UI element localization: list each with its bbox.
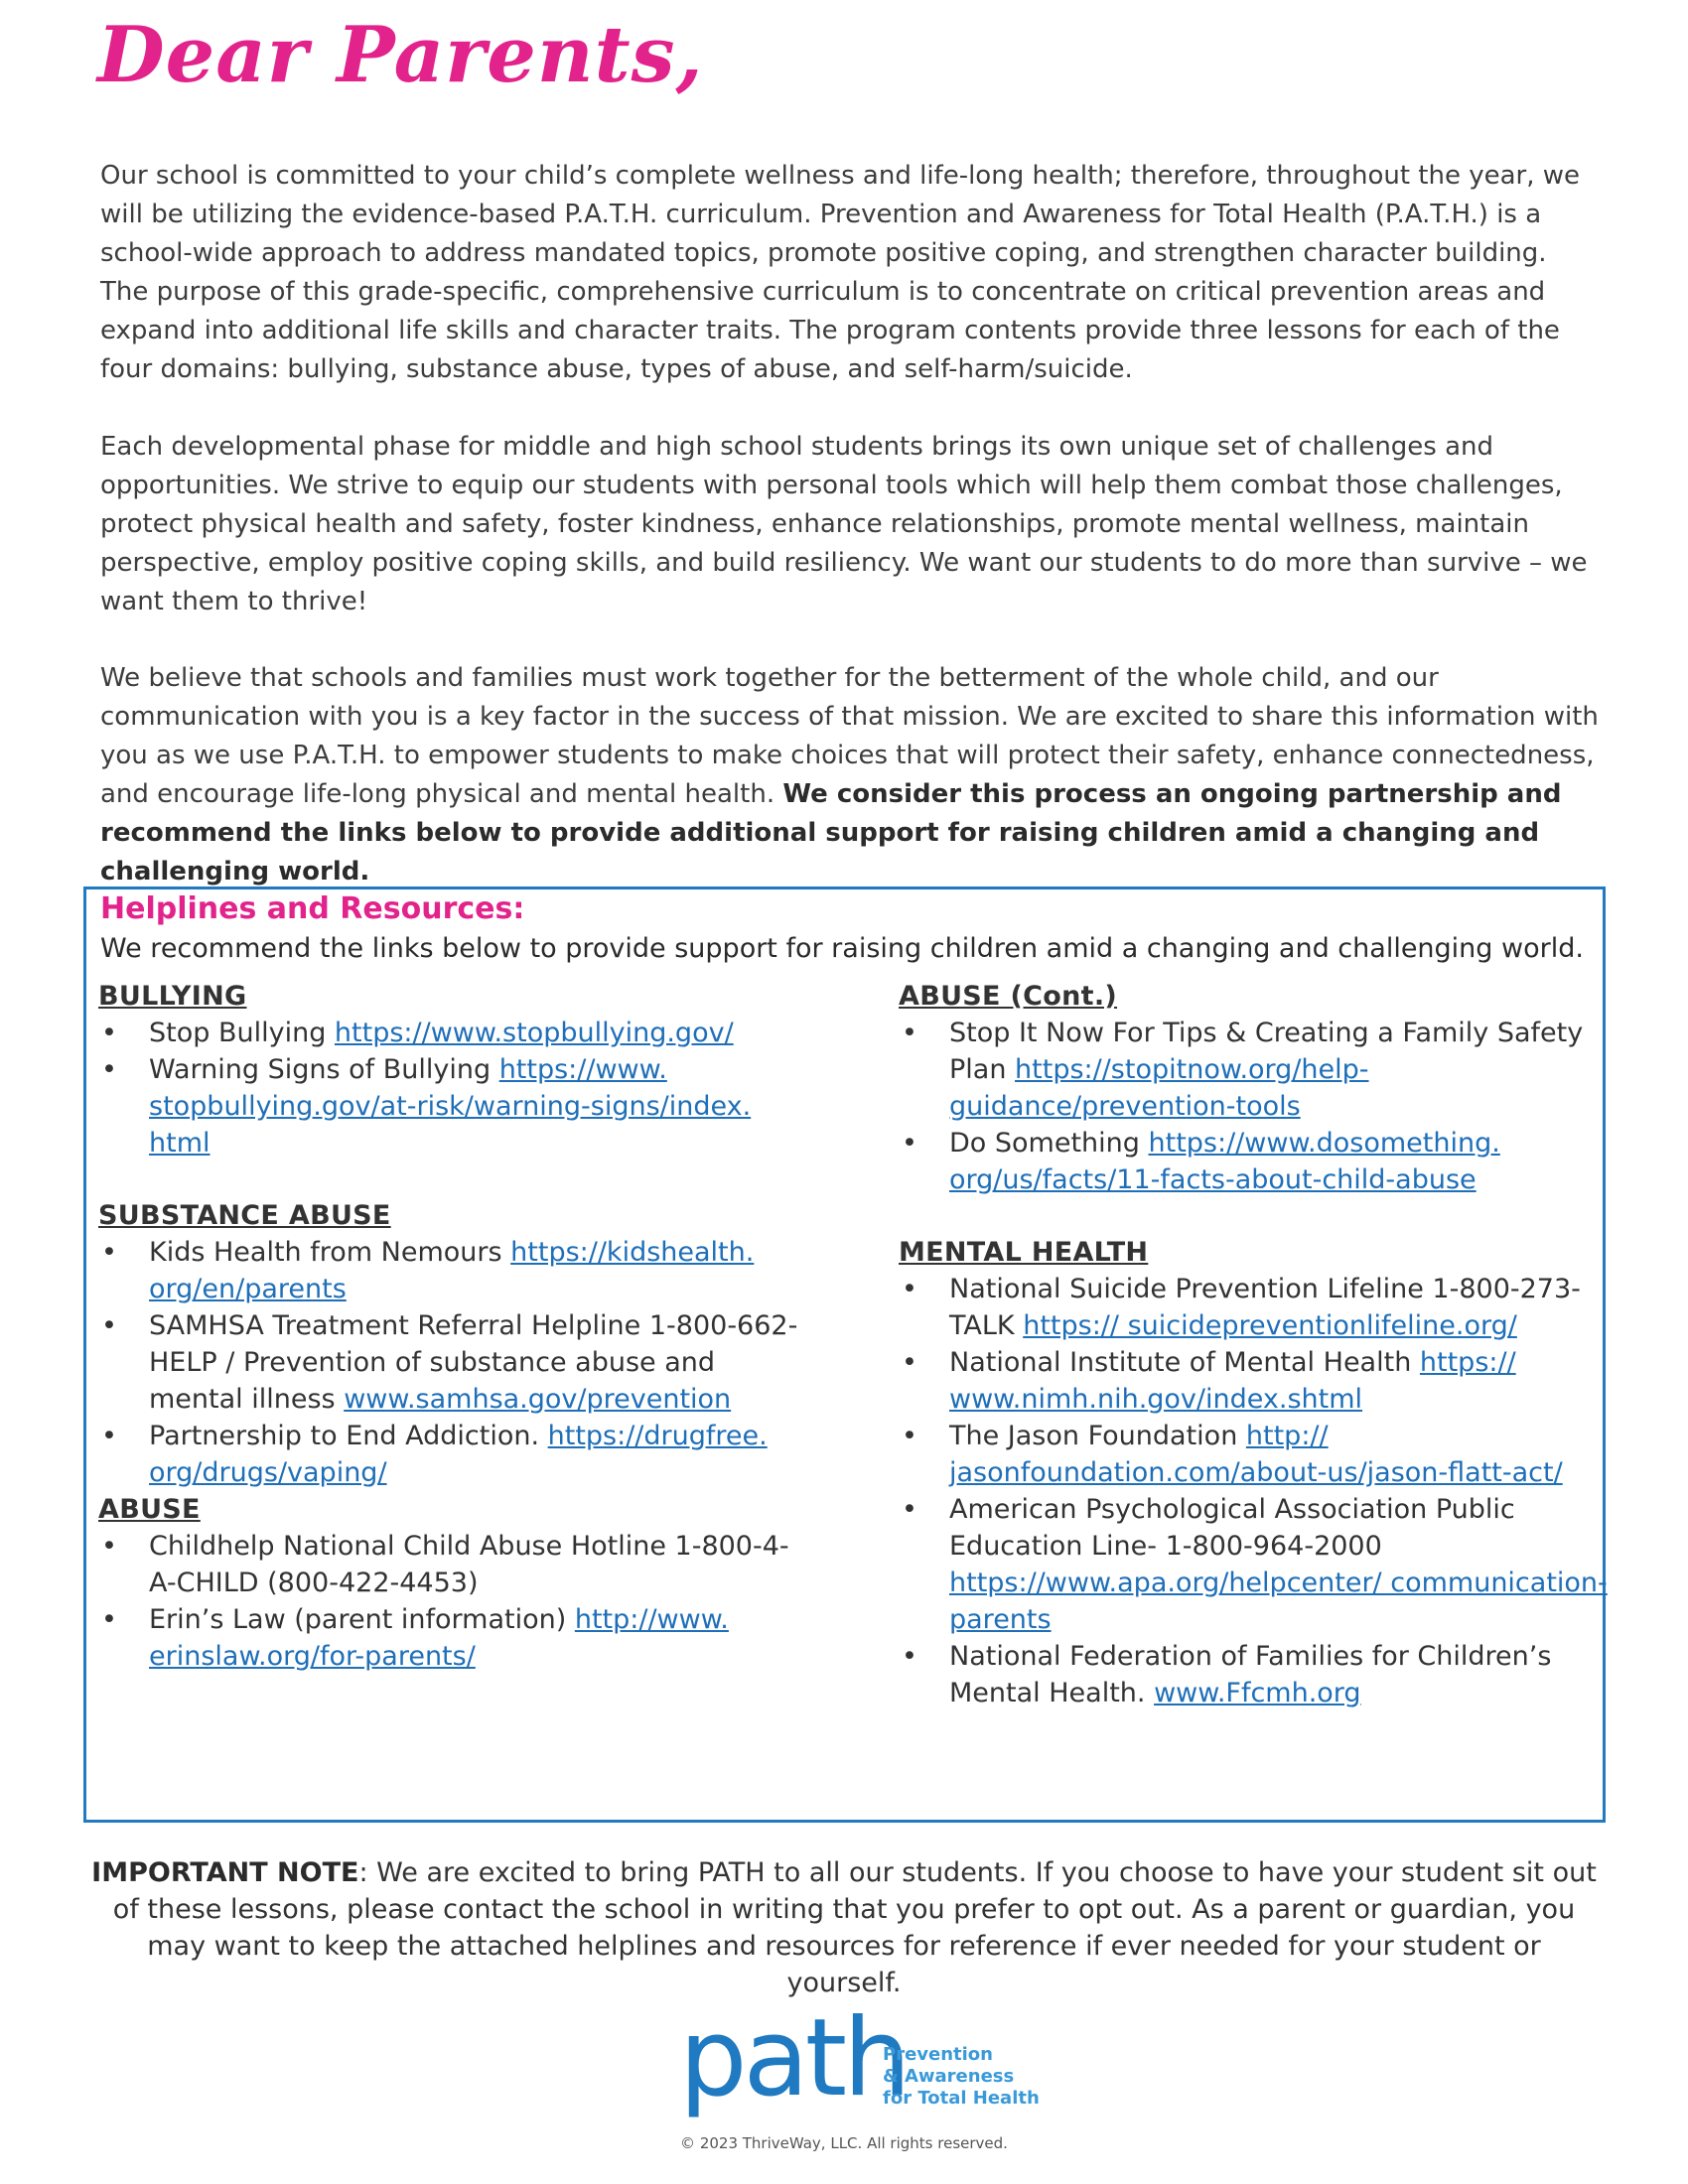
resource-link[interactable]: http:// jasonfoundation.com/about-us/jason-flatt-act/ [949, 1421, 1563, 1488]
section-heading-abuse-cont: ABUSE (Cont.) [899, 981, 1118, 1012]
resource-link[interactable]: www.Ffcmh.org [1154, 1678, 1361, 1708]
bullet-icon: • [101, 1018, 117, 1048]
resource-link[interactable]: https://drugfree. org/drugs/vaping/ [149, 1421, 768, 1488]
bullet-icon: • [101, 1531, 117, 1562]
logo-tagline-line: Prevention [883, 2044, 993, 2065]
abuse-list [98, 1528, 813, 1675]
resource-label: Partnership to End Addiction. [149, 1421, 548, 1451]
resource-link[interactable]: https://www.stopbullying.gov/ [334, 1018, 734, 1048]
partnership-text: We believe that schools and families must work together for the betterment of the whole child, and our communication with you is a key factor in the success of that mission. We are excited to share this information with you as we use P.A.T.H. to empower students to make choices that will protect their safety, enhance connectedness, and encourage life-long physical and mental health. [100, 663, 1599, 809]
bullet-icon: • [101, 1054, 117, 1085]
list-item [98, 1051, 813, 1161]
intro-paragraph: Our school is committed to your child’s complete wellness and life-long health; therefore, throughout the year, we will be utilizing the evidence-based P.A.T.H. curriculum. Prevention and Awareness for Total Health (P.A.T.H.) is a school-wide approach to address mandated topics, promote positive coping, and strengthen character building. The purpose of this grade-specific, comprehensive curriculum is to concentrate on critical prevention areas and expand into additional life skills and character traits. The program contents provide three lessons for each of the four domains: bullying, substance abuse, types of abuse, and self-harm/suicide. [100, 161, 1581, 384]
bullet-icon: • [902, 1018, 917, 1048]
resource-link[interactable]: https://www. stopbullying.gov/at-risk/warning-signs/index. html [149, 1054, 752, 1159]
resource-link[interactable]: https://kidshealth. org/en/parents [149, 1237, 755, 1304]
bullying-list [98, 1015, 813, 1161]
resource-label: National Federation of Families for Children’s Mental Health. [949, 1641, 1552, 1708]
bullet-icon: • [101, 1310, 117, 1341]
bullet-icon: • [101, 1604, 117, 1635]
copyright-notice: © 2023 ThriveWay, LLC. All rights reserved. [680, 2134, 1008, 2152]
resource-link[interactable]: https://www.dosomething. org/us/facts/11-facts-about-child-abuse [949, 1128, 1500, 1195]
list-item [899, 1015, 1614, 1125]
development-paragraph: Each developmental phase for middle and high school students brings its own unique set of challenges and opportunities. We strive to equip our students with personal tools which will help them combat those challenges, protect physical health and safety, foster kindness, enhance relationships, promote mental wellness, maintain perspective, employ positive coping skills, and build resiliency. We want our students to do more than survive – we want them to thrive! [100, 432, 1588, 616]
partnership-bold-text: We consider this process an ongoing partnership and recommend the links below to provide additional support for raising children amid a changing and challenging world. [100, 779, 1562, 887]
resources-right-column [899, 978, 1614, 1711]
resource-link[interactable]: https://www.apa.org/helpcenter/ communication-parents [949, 1568, 1608, 1635]
bullet-icon: • [902, 1641, 917, 1672]
resource-label: Stop It Now For Tips & Creating a Family Safety Plan [949, 1018, 1584, 1085]
bullet-icon: • [902, 1421, 917, 1451]
logo-tagline-line: & Awareness [883, 2066, 1015, 2087]
logo-tagline-line: for Total Health [883, 2088, 1040, 2109]
partnership-paragraph [100, 659, 1600, 891]
important-note-text: : We are excited to bring PATH to all our students. If you choose to have your student sit out of these lessons, please contact the school in writing that you prefer to opt out. As a parent or guardian, you may want to keep the attached helplines and resources for reference if ever needed for your student or yourself. [112, 1857, 1597, 1998]
resource-label: Kids Health from Nemours [149, 1237, 511, 1268]
resource-label: Do Something [949, 1128, 1149, 1159]
list-item [899, 1344, 1614, 1418]
resource-label: SAMHSA Treatment Referral Helpline 1-800-662-HELP / Prevention of substance abuse and mental illness [149, 1310, 798, 1415]
resource-label: Erin’s Law (parent information) [149, 1604, 575, 1635]
resources-title: Helplines and Resources: [100, 891, 525, 926]
resource-label: National Suicide Prevention Lifeline 1-800-273-TALK [949, 1274, 1581, 1341]
resource-link[interactable]: www.samhsa.gov/prevention [344, 1384, 732, 1415]
list-item [98, 1015, 813, 1051]
resources-intro: We recommend the links below to provide support for raising children amid a changing and challenging world. [100, 933, 1584, 964]
resource-label: The Jason Foundation [949, 1421, 1246, 1451]
resource-link[interactable]: https:// www.nimh.nih.gov/index.shtml [949, 1347, 1516, 1415]
resources-left-column [98, 978, 813, 1675]
list-item [98, 1528, 813, 1601]
section-heading-substance-abuse: SUBSTANCE ABUSE [98, 1200, 391, 1231]
letter-greeting: Dear Parents, [97, 10, 704, 100]
bullet-icon: • [101, 1237, 117, 1268]
resource-label: Childhelp National Child Abuse Hotline 1-800-4-A-CHILD (800-422-4453) [149, 1531, 789, 1598]
resource-link[interactable]: https://stopitnow.org/help-guidance/prevention-tools [949, 1054, 1369, 1122]
bullet-icon: • [902, 1128, 917, 1159]
resource-label: Stop Bullying [149, 1018, 335, 1048]
mental-health-list [899, 1271, 1614, 1711]
section-heading-bullying: BULLYING [98, 981, 247, 1012]
resource-label: Warning Signs of Bullying [149, 1054, 499, 1085]
resource-link[interactable]: http://www. erinslaw.org/for-parents/ [149, 1604, 729, 1672]
list-item [98, 1307, 813, 1418]
list-item [899, 1491, 1614, 1638]
list-item [98, 1601, 813, 1675]
resource-link[interactable]: https:// suicidepreventionlifeline.org/ [1023, 1310, 1517, 1341]
substance-abuse-list [98, 1234, 813, 1491]
list-item [98, 1234, 813, 1307]
bullet-icon: • [902, 1494, 917, 1525]
abuse-cont-list [899, 1015, 1614, 1198]
list-item [899, 1418, 1614, 1491]
list-item [98, 1418, 813, 1491]
resource-label: American Psychological Association Public Education Line- 1-800-964-2000 [949, 1494, 1515, 1562]
important-note-label: IMPORTANT NOTE [91, 1857, 359, 1888]
path-logo-tagline [883, 2044, 1040, 2110]
bullet-icon: • [101, 1421, 117, 1451]
list-item [899, 1638, 1614, 1711]
section-heading-abuse: ABUSE [98, 1494, 201, 1525]
list-item [899, 1125, 1614, 1198]
path-logo-wordmark: path [679, 1996, 908, 2120]
bullet-icon: • [902, 1274, 917, 1304]
section-heading-mental-health: MENTAL HEALTH [899, 1237, 1149, 1268]
resource-label: National Institute of Mental Health [949, 1347, 1420, 1378]
bullet-icon: • [902, 1347, 917, 1378]
important-note [89, 1854, 1599, 2001]
list-item [899, 1271, 1614, 1344]
